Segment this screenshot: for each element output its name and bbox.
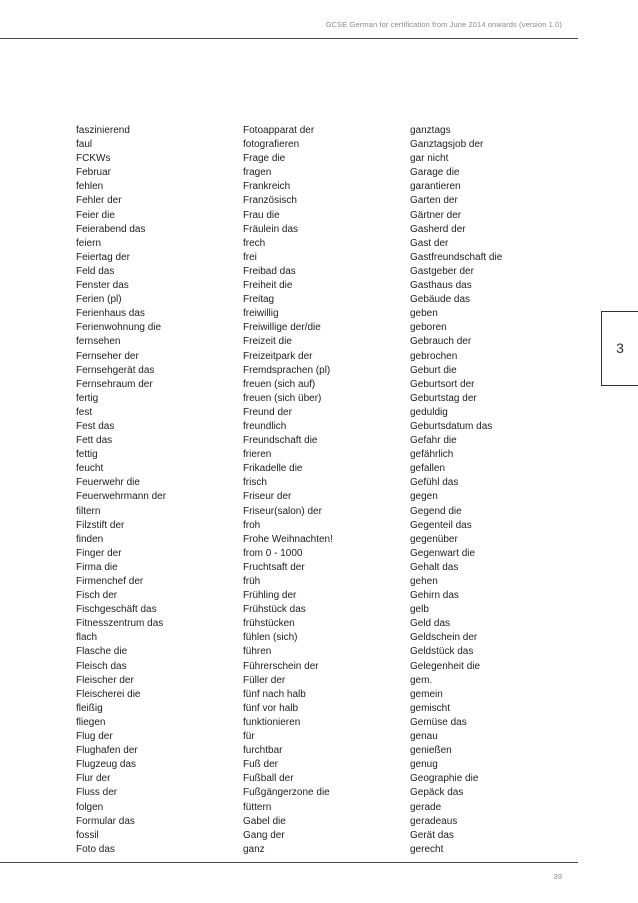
vocab-entry: fest	[76, 406, 93, 418]
vocab-entry: fertig	[76, 392, 99, 404]
vocab-entry: Gebäude das	[410, 294, 471, 306]
vocab-entry: gemein	[410, 688, 443, 700]
vocab-entry: Gebrauch der	[410, 336, 472, 348]
vocab-column-2	[243, 124, 333, 857]
vocab-entry: Geldschein der	[410, 632, 478, 644]
vocab-entry: Fernseher der	[76, 350, 139, 362]
vocab-entry: Garage die	[410, 167, 460, 179]
vocab-entry: Firmenchef der	[76, 576, 144, 587]
vocab-entry: Fisch der	[76, 590, 118, 602]
vocab-entry: gemischt	[410, 702, 451, 714]
vocab-entry: faszinierend	[76, 125, 130, 136]
vocab-entry: Freiwillige der/die	[243, 322, 321, 334]
vocab-entry: Fleisch das	[76, 660, 127, 672]
vocab-entry: Flur der	[76, 773, 111, 785]
vocab-entry: Ganztagsjob der	[410, 139, 484, 151]
vocab-entry: Frühstück das	[243, 604, 306, 616]
vocab-entry: freuen (sich auf)	[243, 378, 316, 390]
vocab-entry: feucht	[76, 463, 104, 475]
vocab-entry: fleißig	[76, 702, 103, 714]
vocab-entry: fettig	[76, 449, 98, 461]
vocab-entry: gem.	[410, 674, 433, 686]
vocab-entry: Gasherd der	[410, 223, 466, 235]
vocab-entry: Feuerwehr die	[76, 477, 140, 489]
vocab-entry: Feierabend das	[76, 223, 146, 235]
vocab-entry: Gegend die	[410, 505, 462, 517]
vocab-entry: Frühling der	[243, 590, 297, 602]
vocab-entry: Geldstück das	[410, 646, 474, 658]
vocab-column-3	[410, 124, 502, 857]
vocab-entry: Fluss der	[76, 787, 118, 799]
vocab-entry: genau	[410, 731, 438, 743]
vocab-entry: Geographie die	[410, 773, 479, 785]
vocab-entry: Fitnesszentrum das	[76, 618, 164, 630]
vocab-entry: Freizeitpark der	[243, 350, 313, 362]
running-header: GCSE German for certification from June 2014 onwards (version 1.0)	[325, 20, 562, 29]
vocab-entry: gerade	[410, 801, 442, 813]
vocab-entry: Friseur der	[243, 491, 292, 503]
vocab-column-1	[76, 124, 166, 857]
vocab-entry: gebrochen	[410, 350, 458, 362]
vocab-entry: Feiertag der	[76, 251, 130, 263]
vocab-entry: Gast der	[410, 237, 449, 249]
footer-rule	[0, 862, 578, 863]
vocab-entry: Füller der	[243, 674, 286, 686]
vocab-entry: Freibad das	[243, 265, 296, 277]
vocab-entry: Fischgeschäft das	[76, 604, 157, 616]
vocab-entry: genießen	[410, 745, 452, 757]
vocab-entry: Fernsehgerät das	[76, 364, 155, 376]
vocab-entry: gar nicht	[410, 153, 449, 165]
vocab-entry: fernsehen	[76, 336, 121, 348]
vocab-entry: Fenster das	[76, 280, 129, 292]
vocab-entry: Fräulein das	[243, 223, 299, 235]
vocab-entry: Freizeit die	[243, 336, 292, 348]
vocab-entry: Freiheit die	[243, 280, 293, 292]
vocab-entry: frisch	[243, 477, 267, 489]
vocab-entry: folgen	[76, 801, 104, 813]
vocab-entry: Gepäck das	[410, 787, 464, 799]
vocab-entry: fünf nach halb	[243, 688, 306, 700]
vocab-entry: Firma die	[76, 561, 118, 573]
vocab-entry: Gang der	[243, 829, 285, 841]
vocab-entry: garantieren	[410, 181, 461, 193]
vocab-entry: Gastgeber der	[410, 265, 474, 277]
vocab-entry: frech	[243, 237, 266, 249]
vocab-entry: finden	[76, 533, 104, 545]
vocab-entry: Gefühl das	[410, 477, 459, 489]
vocab-entry: Ferien (pl)	[76, 294, 122, 306]
vocab-entry: Gemüse das	[410, 716, 467, 728]
vocab-entry: Gabel die	[243, 815, 286, 827]
vocab-entry: Gegenteil das	[410, 519, 472, 531]
header-rule	[0, 38, 578, 39]
vocab-entry: Flugzeug das	[76, 759, 137, 771]
section-tab-label: 3	[616, 340, 624, 356]
vocab-entry: funktionieren	[243, 716, 301, 728]
vocab-entry: ganztags	[410, 125, 451, 136]
vocab-entry: Februar	[76, 167, 112, 179]
vocab-entry: Freundschaft die	[243, 435, 318, 447]
vocab-entry: fliegen	[76, 716, 106, 728]
vocab-entry: Frankreich	[243, 181, 291, 193]
vocab-entry: geboren	[410, 322, 447, 334]
vocab-entry: füttern	[243, 801, 272, 813]
vocab-entry: freuen (sich über)	[243, 392, 322, 404]
vocab-entry: Geburt die	[410, 364, 457, 376]
vocab-entry: fühlen (sich)	[243, 632, 298, 644]
vocab-entry: frieren	[243, 449, 272, 461]
vocab-entry: fehlen	[76, 181, 104, 193]
vocab-entry: Ferienhaus das	[76, 308, 145, 320]
vocab-entry: Feuerwehrmann der	[76, 491, 167, 503]
vocab-entry: freundlich	[243, 420, 287, 432]
vocab-entry: gehen	[410, 576, 438, 587]
vocab-entry: Geburtsdatum das	[410, 420, 493, 432]
vocab-entry: genug	[410, 759, 438, 771]
vocab-entry: from 0 - 1000	[243, 547, 303, 559]
vocab-entry: Feld das	[76, 265, 115, 277]
vocab-entry: Fuß der	[243, 759, 279, 771]
vocab-entry: Freitag	[243, 294, 275, 306]
vocab-entry: Gerät das	[410, 829, 454, 841]
page-number: 39	[553, 872, 562, 881]
vocab-entry: Formular das	[76, 815, 135, 827]
vocab-entry: fragen	[243, 167, 272, 179]
vocab-entry: frühstücken	[243, 618, 295, 630]
vocab-entry: froh	[243, 519, 261, 531]
vocab-entry: filtern	[76, 505, 101, 517]
vocab-entry: FCKWs	[76, 153, 111, 165]
vocab-entry: gegenüber	[410, 533, 458, 545]
vocab-entry: Fußball der	[243, 773, 294, 785]
vocab-entry: Gelegenheit die	[410, 660, 481, 672]
vocab-entry: ganz	[243, 843, 265, 855]
vocab-entry: Flughafen der	[76, 745, 138, 757]
vocab-entry: Frikadelle die	[243, 463, 303, 475]
vocab-entry: Gehalt das	[410, 561, 459, 573]
vocab-entry: für	[243, 731, 255, 743]
vocab-entry: Gefahr die	[410, 435, 457, 447]
vocab-entry: Geld das	[410, 618, 451, 630]
vocab-entry: Fleischer der	[76, 674, 134, 686]
vocab-entry: faul	[76, 139, 93, 151]
vocab-entry: Filzstift der	[76, 519, 125, 531]
vocab-entry: flach	[76, 632, 98, 644]
vocab-entry: gefallen	[410, 463, 446, 475]
vocab-entry: frei	[243, 251, 257, 263]
vocab-entry: Fotoapparat der	[243, 125, 315, 136]
vocab-entry: Fernsehraum der	[76, 378, 153, 390]
section-tab	[601, 311, 638, 386]
vocab-entry: Flasche die	[76, 646, 128, 658]
vocab-entry: geradeaus	[410, 815, 458, 827]
vocab-entry: führen	[243, 646, 272, 658]
vocab-entry: gelb	[410, 604, 429, 616]
vocab-entry: Gegenwart die	[410, 547, 476, 559]
vocab-entry: gefährlich	[410, 449, 454, 461]
vocab-entry: Fruchtsaft der	[243, 561, 305, 573]
vocab-entry: Gärtner der	[410, 209, 462, 221]
vocab-entry: Französisch	[243, 195, 297, 207]
vocab-entry: furchtbar	[243, 745, 283, 757]
vocab-entry: Garten der	[410, 195, 458, 207]
vocab-entry: Fußgängerzone die	[243, 787, 330, 799]
vocab-entry: Flug der	[76, 731, 113, 743]
vocab-entry: Frau die	[243, 209, 280, 221]
vocab-entry: früh	[243, 576, 261, 587]
vocab-entry: Finger der	[76, 547, 122, 559]
vocab-entry: Feier die	[76, 209, 115, 221]
vocab-entry: Fehler der	[76, 195, 122, 207]
vocab-entry: fotografieren	[243, 139, 300, 151]
vocab-entry: gegen	[410, 491, 438, 503]
vocab-entry: Fremdsprachen (pl)	[243, 364, 331, 376]
vocab-entry: Gehirn das	[410, 590, 459, 602]
vocab-entry: Freund der	[243, 406, 292, 418]
vocab-entry: geben	[410, 308, 438, 320]
vocab-entry: Führerschein der	[243, 660, 319, 672]
vocab-entry: Gastfreundschaft die	[410, 251, 503, 263]
vocab-entry: Foto das	[76, 843, 115, 855]
vocab-entry: gerecht	[410, 843, 444, 855]
vocab-entry: Ferienwohnung die	[76, 322, 162, 334]
vocab-entry: fossil	[76, 829, 99, 841]
vocab-entry: Frohe Weihnachten!	[243, 533, 333, 545]
vocab-entry: Friseur(salon) der	[243, 505, 322, 517]
vocab-entry: Fest das	[76, 420, 115, 432]
vocab-entry: geduldig	[410, 406, 448, 418]
vocab-entry: Geburtstag der	[410, 392, 477, 404]
vocab-entry: Fleischerei die	[76, 688, 141, 700]
vocab-entry: Frage die	[243, 153, 286, 165]
vocab-entry: Fett das	[76, 435, 113, 447]
vocab-entry: fünf vor halb	[243, 702, 299, 714]
vocab-entry: feiern	[76, 237, 102, 249]
vocab-entry: Geburtsort der	[410, 378, 475, 390]
vocab-entry: freiwillig	[243, 308, 279, 320]
vocab-entry: Gasthaus das	[410, 280, 472, 292]
